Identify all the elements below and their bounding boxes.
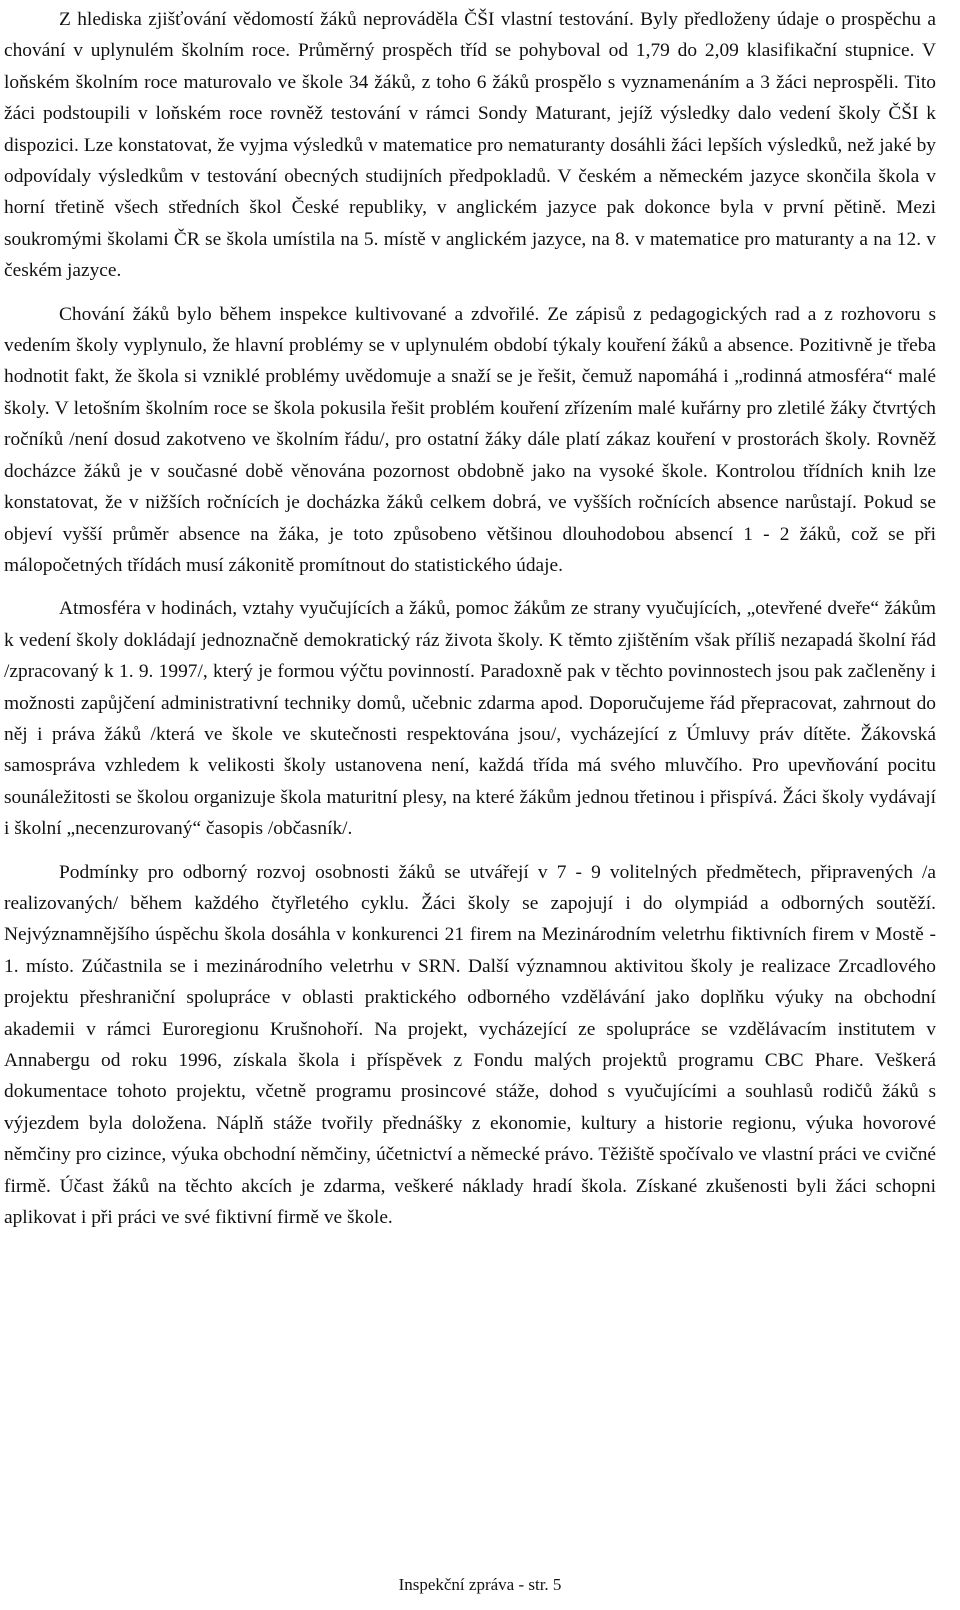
page-footer: Inspekční zpráva - str. 5 bbox=[398, 1575, 562, 1594]
paragraph-knowledge-assessment: Z hlediska zjišťování vědomostí žáků neprováděla ČŠI vlastní testování. Byly předloženy údaje o prospěchu a chování v uplynulém školním roce. Průměrný prospěch tříd se pohyboval od 1,79 do 2,09 klasifikační stupnice. V loňském školním roce maturovalo ve škole 34 žáků, z toho 6 žáků prospělo s vyznamenáním a 3 žáci neprospěli. Tito žáci podstoupili v loňském roce rovněž testování v rámci Sondy Maturant, jejíž výsledky dalo vedení školy ČŠI k dispozici. Lze konstatovat, že vyjma výsledků v matematice pro nematuranty dosáhli žáci lepších výsledků, než jaké by odpovídaly výsledkům v testování obecných studijních předpokladů. V českém a německém jazyce skončila škola v horní třetině všech středních škol České republiky, v anglickém jazyce pak dokonce byla v první pětině. Mezi soukromými školami ČR se škola umístila na 5. místě v anglickém jazyce, na 8. v matematice pro maturanty a na 12. v českém jazyce. bbox=[4, 9, 936, 282]
paragraph-school-atmosphere: Atmosféra v hodinách, vztahy vyučujících a žáků, pomoc žákům ze strany vyučujících, „otevřené dveře“ žákům k vedení školy dokládají jednoznačně demokratický ráz života školy. K těmto zjištěním však příliš nezapadá školní řád /zpracovaný k 1. 9. 1997/, který je formou výčtu povinností. Paradoxně pak v těchto povinnostech jsou pak začleněny i možnosti zapůjčení administrativní techniky domů, učebnic zdarma apod. Doporučujeme řád přepracovat, zahrnout do něj i práva žáků /která ve škole ve skutečnosti respektována jsou/, vycházející z Úmluvy práv dítěte. Žákovská samospráva vzhledem k velikosti školy ustanovena není, každá třída má svého mluvčího. Pro upevňování pocitu sounáležitosti se školou organizuje škola maturitní plesy, na které žákům jednou třetinou i přispívá. Žáci školy vydávají i školní „necenzurovaný“ časopis /občasník/. bbox=[4, 598, 936, 840]
paragraph-student-behavior: Chování žáků bylo během inspekce kultivované a zdvořilé. Ze zápisů z pedagogických rad a z rozhovoru s vedením školy vyplynulo, že hlavní problémy se v uplynulém období týkaly kouření žáků a absence. Pozitivně je třeba hodnotit fakt, že škola si vzniklé problémy uvědomuje a snaží se je řešit, čemuž napomáhá i „rodinná atmosféra“ malé školy. V letošním školním roce se škola pokusila řešit problém kouření zřízením malé kuřárny pro zletilé žáky čtvrtých ročníků /není dosud zakotveno ve školním řádu/, pro ostatní žáky dále platí zákaz kouření v prostorách školy. Rovněž docházce žáků je v současné době věnována pozornost obdobně jako na vysoké škole. Kontrolou třídních knih lze konstatovat, že v nižších ročnících je docházka žáků celkem dobrá, ve vyšších ročnících absence narůstají. Pokud se objeví vyšší průměr absence na žáka, je toto způsobeno většinou dlouhodobou absencí 1 - 2 žáků, což se při málopočetných třídách musí zákonitě promítnout do statistického údaje. bbox=[4, 303, 936, 576]
report-body bbox=[4, 4, 936, 1233]
paragraph-professional-development: Podmínky pro odborný rozvoj osobnosti žáků se utvářejí v 7 - 9 volitelných předmětech, připravených /a realizovaných/ během každého čtyřletého cyklu. Žáci školy se zapojují i do olympiád a odborných soutěží. Nejvýznamnějšího úspěchu škola dosáhla v konkurenci 21 firem na Mezinárodním veletrhu fiktivních firem v Mostě - 1. místo. Zúčastnila se i mezinárodního veletrhu v SRN. Další významnou aktivitou školy je realizace Zrcadlového projektu přeshraniční spolupráce v oblasti praktického odborného vzdělávání jako doplňku výuky na obchodní akademii v rámci Euroregionu Krušnohoří. Na projekt, vycházející ze spolupráce se vzdělávacím institutem v Annabergu od roku 1996, získala škola i příspěvek z Fondu malých projektů programu CBC Phare. Veškerá dokumentace tohoto projektu, včetně programu prosincové stáže, dohod s vyučujícími a souhlasů rodičů žáků s výjezdem byla doložena. Náplň stáže tvořily přednášky z ekonomie, kultury a historie regionu, výuka hovorové němčiny pro cizince, výuka obchodní němčiny, účetnictví a německé právo. Těžiště spočívalo ve vlastní práci ve cvičné firmě. Účast žáků na těchto akcích je zdarma, veškeré náklady hradí škola. Získané zkušenosti byli žáci schopni aplikovat i při práci ve své fiktivní firmě ve škole. bbox=[4, 861, 936, 1229]
